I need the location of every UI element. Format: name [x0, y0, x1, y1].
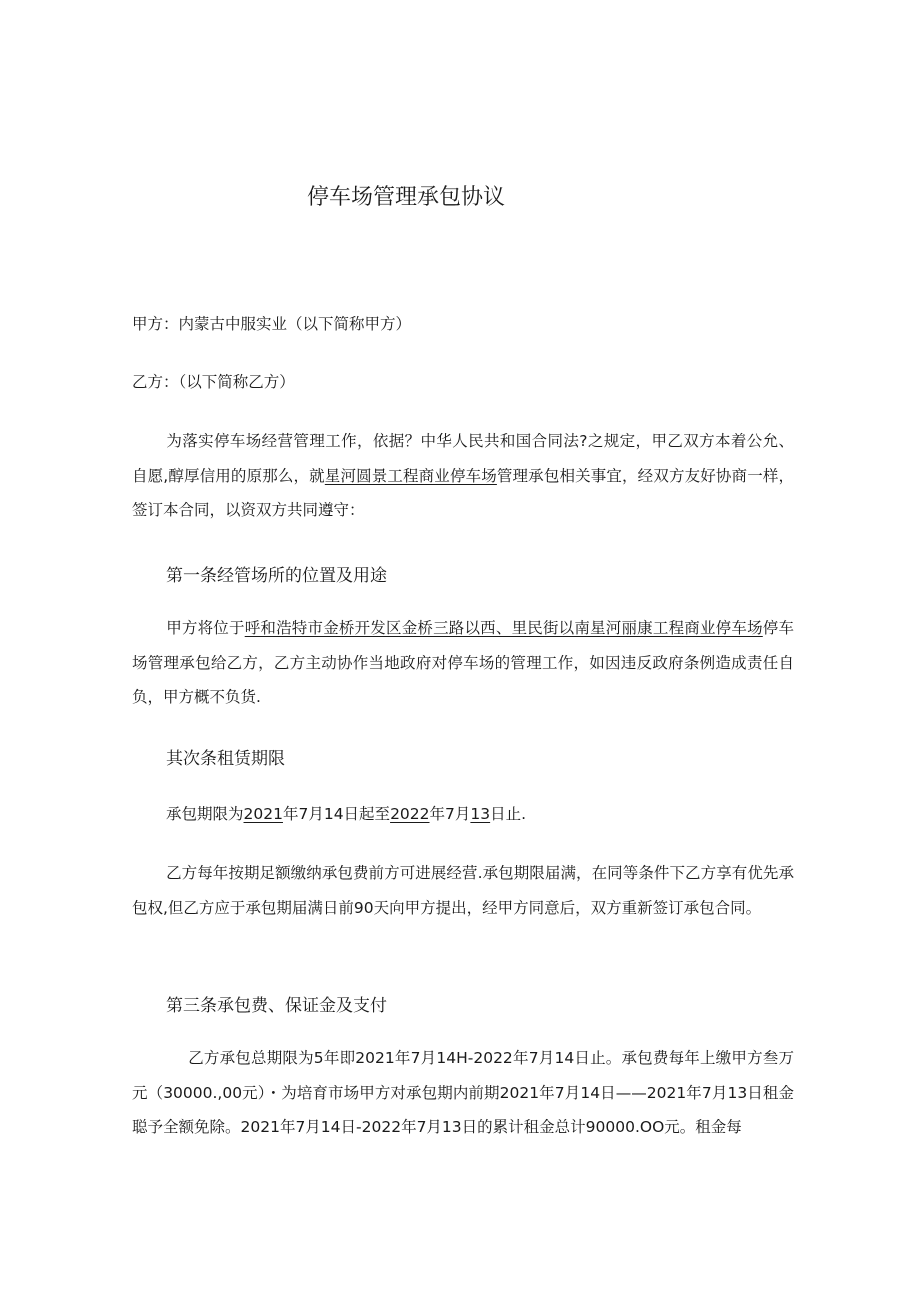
preamble-paragraph — [132, 424, 794, 528]
article-1-heading: 第一条经管场所的位置及用途 — [166, 566, 387, 586]
article-1-paragraph — [132, 611, 794, 715]
party-a-line: 甲方：内蒙古中服实业（以下简称甲方） — [132, 315, 412, 333]
article-1-text-1: 甲方将位于 — [166, 619, 245, 637]
article-2-heading: 其次条租赁期限 — [166, 749, 285, 769]
article-3-heading: 第三条承包费、保证金及支付 — [166, 996, 387, 1016]
article-1-text-2: 停车场管理承包给乙方，乙方主动协作当地政府对停车场的管理工作，如因违反政府条例造成责任自负，甲方概不负货. — [132, 619, 794, 706]
preamble-text-1: 为落实停车场经营管理工作，依据？中华人民共和国合同法?之规定，甲乙双方本着公允、自愿,醇厚信用的原那么，就 — [132, 432, 794, 485]
article-3-text: 乙方承包总期限为5年即2021年7月14H-2022年7月14日止。承包费每年上缴甲方叁万元（30000.,00元）・为培育市场甲方对承包期内前期2021年7月14日——2021年7月13日租金聪予全额免除。2021年7月14日-2022年7月13日的累计租金总计90000.OO元。租金每 — [132, 1049, 794, 1136]
term-end-mid: 年7月 — [429, 805, 471, 823]
document-title: 停车场管理承包协议 — [306, 185, 505, 210]
article-1-location: 呼和浩特市金桥开发区金桥三路以西、里民街以南星河丽康工程商业停车场 — [244, 619, 763, 637]
party-b-line: 乙方：（以下简称乙方） — [132, 373, 295, 391]
term-start-year: 2021 — [243, 805, 283, 823]
article-2-term-line — [166, 804, 826, 824]
term-end-suffix: 日止. — [490, 805, 527, 823]
article-2-text: 乙方每年按期足额缴纳承包费前方可进展经营.承包期限届满，在同等条件下乙方享有优先承包权,但乙方应于承包期届满日前90天向甲方提出，经甲方同意后，双方重新签订承包合同。 — [132, 864, 794, 917]
term-end-year: 2022 — [390, 805, 430, 823]
preamble-project-name: 星河圆景工程商业停车场 — [324, 466, 497, 485]
article-2-paragraph-2 — [132, 856, 794, 925]
term-end-day: 13 — [470, 805, 491, 823]
term-start-rest: 年7月14日起至 — [282, 805, 391, 823]
term-prefix: 承包期限为 — [166, 805, 244, 823]
preamble-text-2: 管理承包相关事宜，经双方友好协商一样，签订本合同，以资双方共同遵守： — [132, 466, 794, 519]
article-3-paragraph — [132, 1041, 794, 1145]
